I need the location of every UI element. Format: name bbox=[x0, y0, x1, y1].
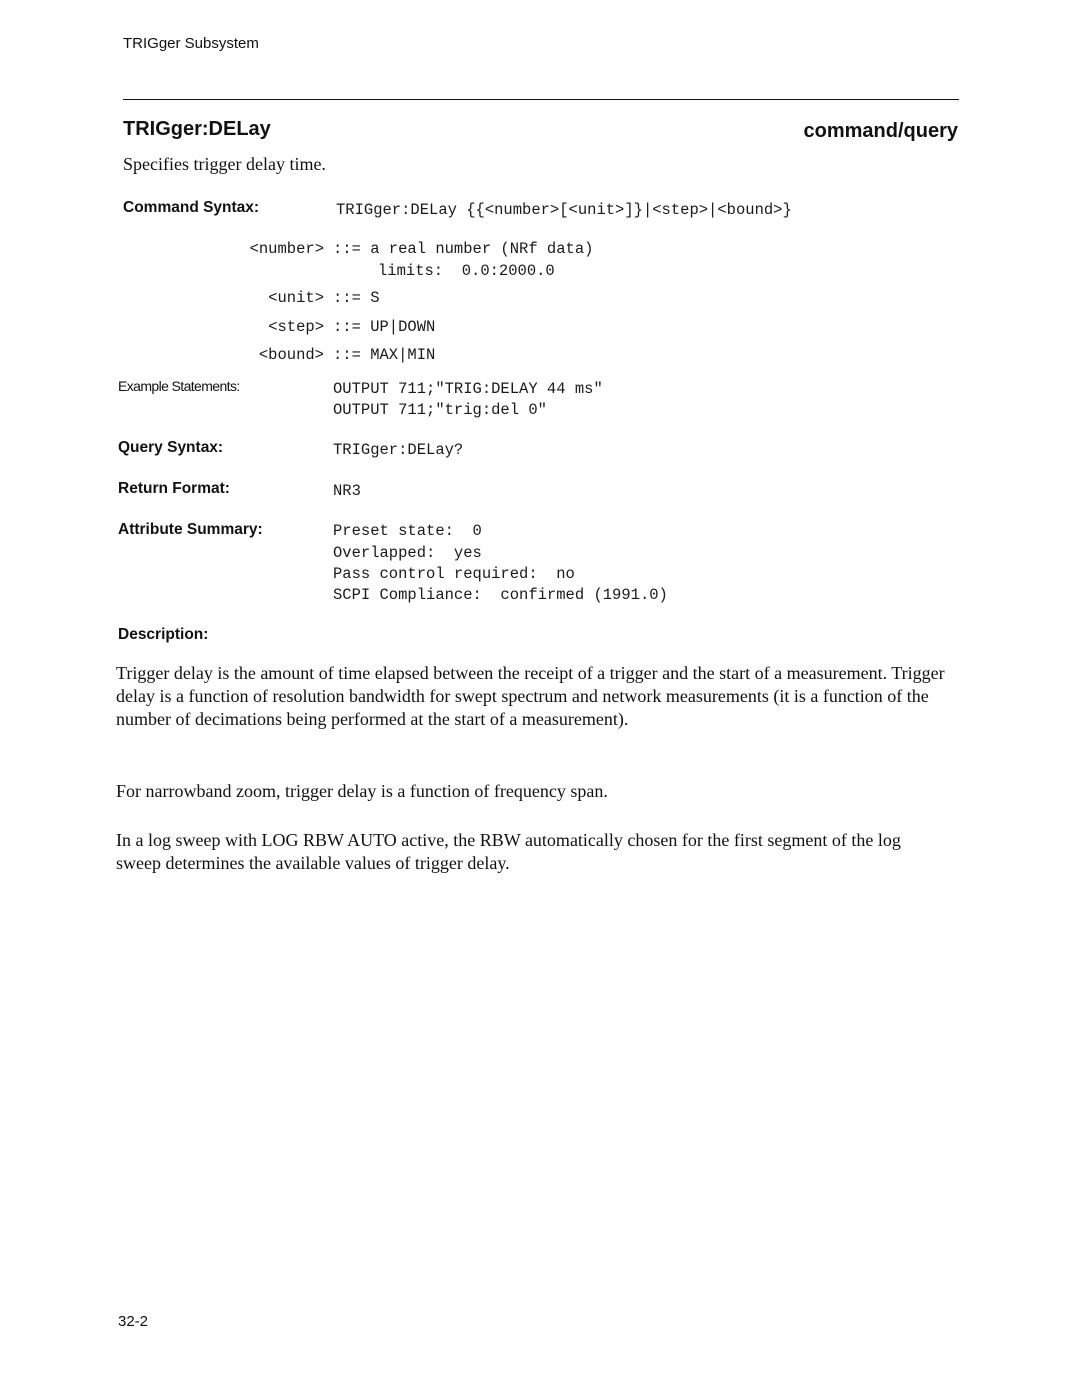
description-paragraph-3: In a log sweep with LOG RBW AUTO active, the RBW automatically chosen for the first segment of the log sweep determines the available values of trigger delay. bbox=[116, 830, 901, 873]
def-step: ::= UP|DOWN bbox=[333, 318, 436, 336]
command-summary: Specifies trigger delay time. bbox=[123, 154, 326, 174]
page-number: 32-2 bbox=[118, 1313, 149, 1330]
command-title: TRIGger:DELay bbox=[123, 118, 271, 140]
def-unit: ::= S bbox=[333, 289, 380, 307]
attribute-line-3: Pass control required: no bbox=[333, 565, 575, 583]
header-rule bbox=[123, 99, 959, 100]
attribute-line-1: Preset state: 0 bbox=[333, 522, 482, 540]
query-syntax-value: TRIGger:DELay? bbox=[333, 441, 464, 459]
def-term-bound: <bound> bbox=[258, 346, 324, 364]
example-line-1: OUTPUT 711;"TRIG:DELAY 44 ms" bbox=[333, 380, 603, 398]
def-term-step: <step> bbox=[268, 318, 324, 336]
command-type: command/query bbox=[803, 120, 958, 142]
description-paragraph-1: Trigger delay is the amount of time elapsed between the receipt of a trigger and the start of a measurement. Trigger delay is a function of resolution bandwidth for swept spectrum and network measurements (it is a function of the number of decimations being performed at the start of a measurement). bbox=[116, 663, 945, 729]
def-number-limits: limits: 0.0:2000.0 bbox=[378, 262, 555, 280]
attribute-summary-label: Attribute Summary: bbox=[118, 521, 263, 538]
def-term-number: <number> bbox=[249, 240, 324, 258]
return-format-label: Return Format: bbox=[118, 480, 230, 497]
def-bound: ::= MAX|MIN bbox=[333, 346, 436, 364]
command-syntax-label: Command Syntax: bbox=[123, 199, 260, 216]
attribute-line-2: Overlapped: yes bbox=[333, 544, 482, 562]
example-line-2: OUTPUT 711;"trig:del 0" bbox=[333, 401, 547, 419]
command-syntax-value: TRIGger:DELay {{<number>[<unit>]}|<step>|<bound>} bbox=[336, 201, 792, 219]
running-header: TRIGger Subsystem bbox=[123, 35, 259, 52]
return-format-value: NR3 bbox=[333, 482, 361, 500]
description-paragraph-2: For narrowband zoom, trigger delay is a function of frequency span. bbox=[116, 781, 608, 801]
def-term-unit: <unit> bbox=[268, 289, 324, 307]
description-label: Description: bbox=[118, 626, 209, 643]
example-statements-label: Example Statements: bbox=[118, 378, 240, 394]
query-syntax-label: Query Syntax: bbox=[118, 439, 224, 456]
def-number: ::= a real number (NRf data) bbox=[333, 240, 594, 258]
attribute-line-4: SCPI Compliance: confirmed (1991.0) bbox=[333, 586, 668, 604]
